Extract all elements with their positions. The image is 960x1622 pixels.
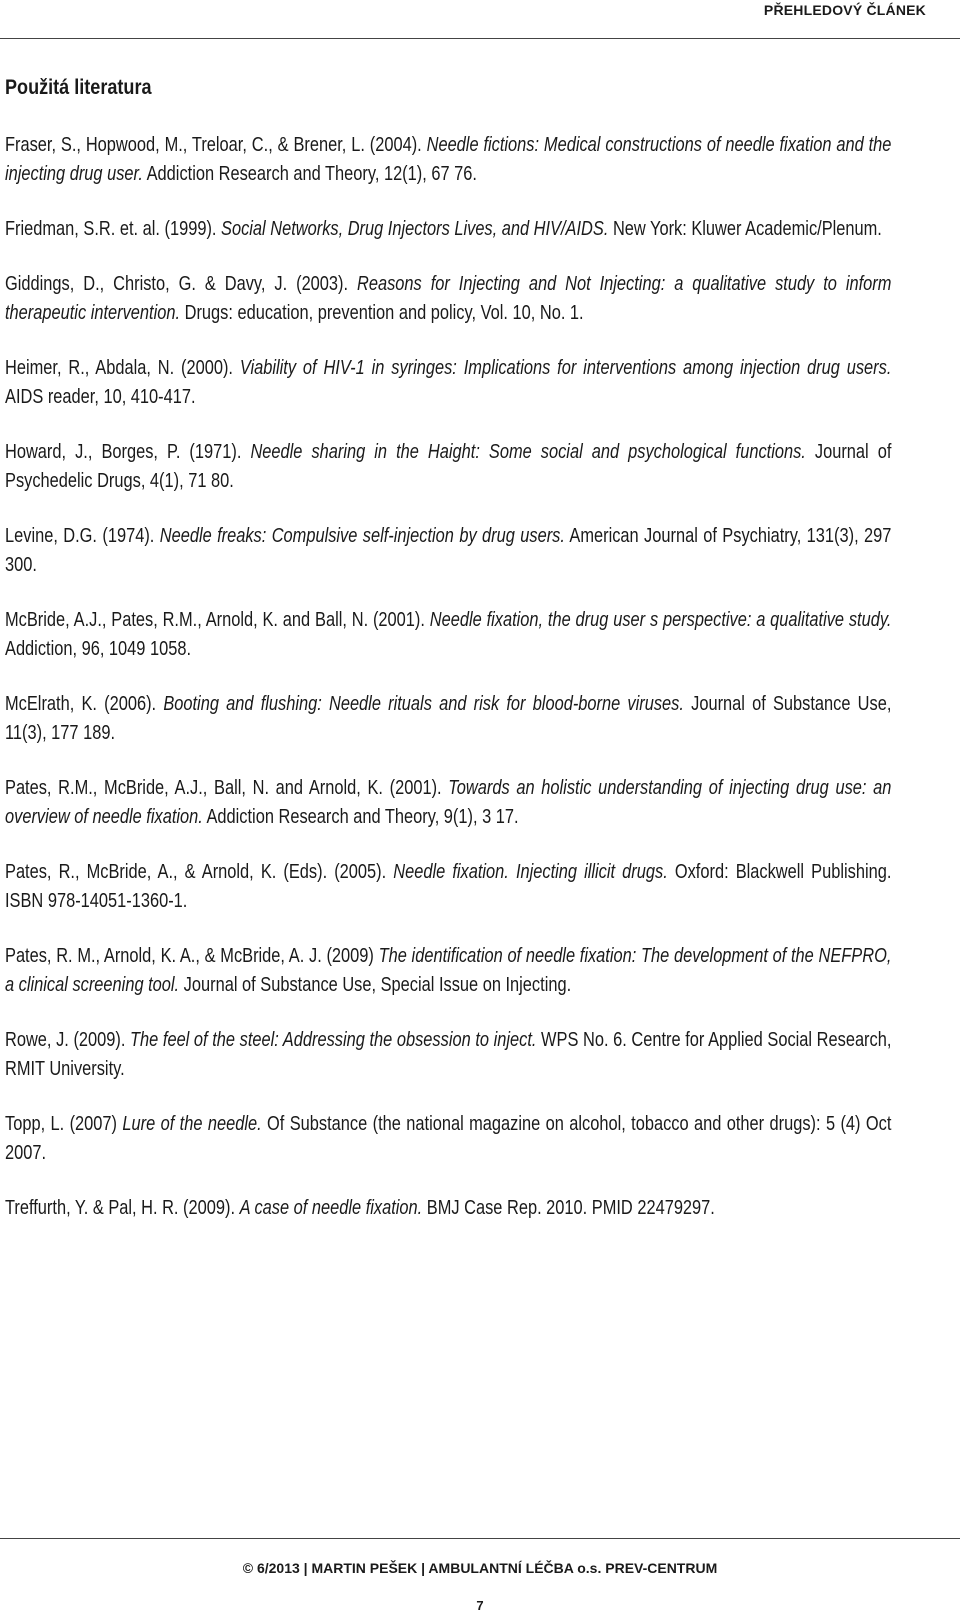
reference-authors: Rowe, J. (2009).: [5, 1028, 131, 1051]
reference-list: [5, 130, 891, 1248]
reference-authors: Pates, R. M., Arnold, K. A., & McBride, A. J. (2009): [5, 944, 379, 967]
reference-authors: Howard, J., Borges, P. (1971).: [5, 440, 251, 463]
reference-source: Oxford: Blackwell Publishing. ISBN 978-14051-1360-1.: [5, 860, 892, 912]
reference-authors: Giddings, D., Christo, G. & Davy, J. (2003).: [5, 272, 358, 295]
reference-authors: Friedman, S.R. et. al. (1999).: [5, 217, 222, 240]
reference-authors: Levine, D.G. (1974).: [5, 524, 160, 547]
footer-divider: [0, 1538, 960, 1539]
reference-source: Journal of Substance Use, Special Issue on Injecting.: [179, 973, 572, 996]
reference-authors: Treffurth, Y. & Pal, H. R. (2009).: [5, 1196, 240, 1219]
reference-source: Journal of Substance Use, 11(3), 177 189.: [5, 692, 892, 744]
reference-title: Needle sharing in the Haight: Some social and psychological functions.: [250, 440, 806, 463]
reference-title: Needle fixation, the drug user s perspective: a qualitative study.: [429, 608, 892, 631]
reference-authors: McElrath, K. (2006).: [5, 692, 164, 715]
reference-source: New York: Kluwer Academic/Plenum.: [608, 217, 882, 240]
reference-title: The identification of needle fixation: The development of the NEFPRO, a clinical screening tool.: [5, 944, 892, 996]
reference-item: [5, 521, 891, 579]
reference-title: Reasons for Injecting and Not Injecting: a qualitative study to inform therapeutic intervention.: [5, 272, 892, 324]
footer-credit: © 6/2013 | MARTIN PEŠEK | AMBULANTNÍ LÉČBA o.s. PREV-CENTRUM: [242, 1560, 718, 1576]
reference-authors: Fraser, S., Hopwood, M., Treloar, C., & Brener, L. (2004).: [5, 133, 427, 156]
reference-item: [5, 773, 891, 831]
reference-item: [5, 1193, 891, 1222]
section-title: Použitá literatura: [5, 76, 152, 99]
header-divider: [0, 38, 960, 39]
reference-item: [5, 214, 891, 243]
reference-title: Needle fixation. Injecting illicit drugs.: [393, 860, 668, 883]
reference-item: [5, 437, 891, 495]
page-number: 7: [476, 1598, 484, 1613]
reference-source: Journal of Psychedelic Drugs, 4(1), 71 80.: [5, 440, 892, 492]
reference-title: A case of needle fixation.: [239, 1196, 423, 1219]
reference-item: [5, 1109, 891, 1167]
reference-item: [5, 941, 891, 999]
running-header: PŘEHLEDOVÝ ČLÁNEK: [763, 2, 926, 18]
reference-authors: Topp, L. (2007): [5, 1112, 123, 1135]
reference-title: Towards an holistic understanding of injecting drug use: an overview of needle fixation.: [5, 776, 892, 828]
reference-source: Addiction Research and Theory, 12(1), 67 76.: [142, 162, 477, 185]
reference-authors: McBride, A.J., Pates, R.M., Arnold, K. and Ball, N. (2001).: [5, 608, 430, 631]
reference-source: WPS No. 6. Centre for Applied Social Research, RMIT University.: [5, 1028, 892, 1080]
reference-item: [5, 605, 891, 663]
reference-authors: Pates, R.M., McBride, A.J., Ball, N. and Arnold, K. (2001).: [5, 776, 449, 799]
reference-title: Lure of the needle.: [122, 1112, 262, 1135]
reference-title: Booting and flushing: Needle rituals and risk for blood-borne viruses.: [163, 692, 684, 715]
reference-authors: Pates, R., McBride, A., & Arnold, K. (Eds). (2005).: [5, 860, 394, 883]
reference-source: Addiction, 96, 1049 1058.: [5, 637, 192, 660]
reference-source: AIDS reader, 10, 410-417.: [5, 385, 196, 408]
reference-title: Needle freaks: Compulsive self-injection by drug users.: [159, 524, 565, 547]
reference-source: Of Substance (the national magazine on alcohol, tobacco and other drugs): 5 (4) Oct 2007.: [5, 1112, 892, 1164]
reference-item: [5, 689, 891, 747]
reference-item: [5, 857, 891, 915]
reference-item: [5, 269, 891, 327]
reference-source: American Journal of Psychiatry, 131(3), 297 300.: [5, 524, 892, 576]
reference-authors: Heimer, R., Abdala, N. (2000).: [5, 356, 240, 379]
reference-source: Drugs: education, prevention and policy, Vol. 10, No. 1.: [180, 301, 584, 324]
reference-title: The feel of the steel: Addressing the obsession to inject.: [130, 1028, 537, 1051]
reference-title: Viability of HIV-1 in syringes: Implications for interventions among injection drug users.: [239, 356, 892, 379]
reference-item: [5, 1025, 891, 1083]
reference-item: [5, 353, 891, 411]
reference-source: BMJ Case Rep. 2010. PMID 22479297.: [422, 1196, 715, 1219]
reference-item: [5, 130, 891, 188]
reference-title: Social Networks, Drug Injectors Lives, and HIV/AIDS.: [221, 217, 609, 240]
reference-title: Needle fictions: Medical constructions of needle fixation and the injecting drug user.: [5, 133, 892, 185]
reference-source: Addiction Research and Theory, 9(1), 3 17.: [202, 805, 519, 828]
